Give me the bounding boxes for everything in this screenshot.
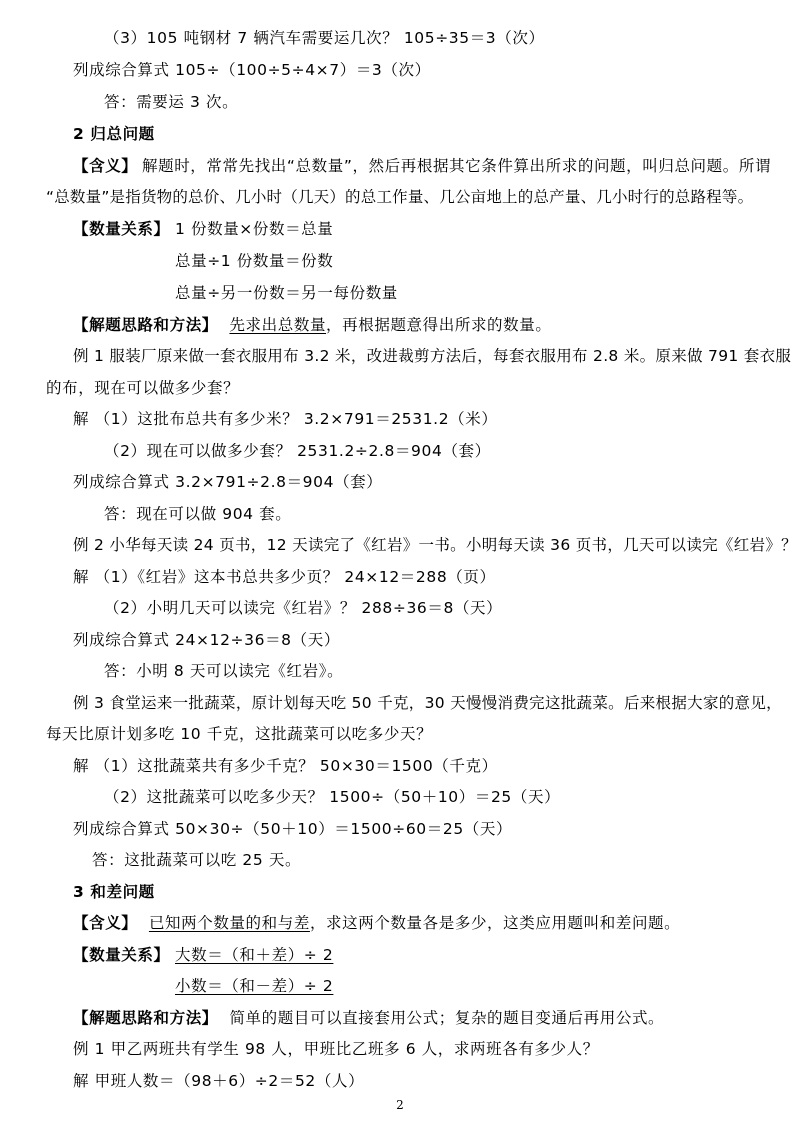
- text-line: 例 3 食堂运来一批蔬菜，原计划每天吃 50 千克，30 天慢慢消费完这批蔬菜。后来根据大家的意见，: [73, 694, 782, 712]
- text-line: 答：需要运 3 次。: [104, 93, 239, 111]
- text-line: 的布，现在可以做多少套？: [46, 379, 240, 397]
- method-line: [73, 1007, 664, 1029]
- text-line: 答：现在可以做 904 套。: [104, 505, 292, 523]
- text-span: ，再根据题意得出所求的数量。: [326, 316, 552, 334]
- text-line: 每天比原计划多吃 10 千克，这批蔬菜可以吃多少天？: [46, 725, 433, 743]
- label-method: 【解题思路和方法】: [73, 316, 218, 334]
- text-line: （2）现在可以做多少套？ 2531.2÷2.8＝904（套）: [104, 442, 491, 460]
- text-line: 列成综合算式 3.2×791÷2.8＝904（套）: [73, 473, 383, 491]
- text-line: 列成综合算式 50×30÷（50＋10）＝1500÷60＝25（天）: [73, 820, 513, 838]
- text-line: （3）105 吨钢材 7 辆汽车需要运几次？ 105÷35＝3（次）: [104, 29, 545, 47]
- text-span: 简单的题目可以直接套用公式；复杂的题目变通后再用公式。: [229, 1009, 665, 1027]
- underlined-text: 先求出总数量: [229, 316, 327, 334]
- text-line: 答：小明 8 天可以读完《红岩》。: [104, 662, 344, 680]
- text-line: 例 1 甲乙两班共有学生 98 人，甲班比乙班多 6 人，求两班各有多少人？: [73, 1040, 599, 1058]
- text-line: “总数量”是指货物的总价、几小时（几天）的总工作量、几公亩地上的总产量、几小时行的总路程等。: [46, 188, 754, 206]
- meaning-line: [73, 912, 680, 934]
- section-title: 3 和差问题: [73, 883, 155, 901]
- label-meaning: 【含义】: [73, 914, 138, 932]
- formula-line: 小数＝（和－差）÷ 2: [175, 977, 334, 995]
- formula-line: 大数＝（和＋差）÷ 2: [175, 946, 334, 964]
- text-line: 解题时，常常先找出“总数量”，然后再根据其它条件算出所求的问题，叫归总问题。所谓: [142, 157, 772, 175]
- text-line: 解 （1）这批蔬菜共有多少千克？ 50×30＝1500（千克）: [73, 757, 498, 775]
- page-number: 2: [396, 1098, 404, 1112]
- text-line: （2）小明几天可以读完《红岩》？ 288÷36＝8（天）: [104, 599, 503, 617]
- label-quantity-relation: 【数量关系】: [73, 220, 170, 238]
- text-line: 列成综合算式 24×12÷36＝8（天）: [73, 631, 340, 649]
- text-line: 解 甲班人数＝（98＋6）÷2＝52（人）: [73, 1072, 365, 1090]
- text-span: ，求这两个数量各是多少，这类应用题叫和差问题。: [309, 914, 681, 932]
- text-line: 解 （1）这批布总共有多少米？ 3.2×791＝2531.2（米）: [73, 410, 498, 428]
- text-line: （2）这批蔬菜可以吃多少天？ 1500÷（50＋10）＝25（天）: [104, 788, 561, 806]
- formula-line: 总量÷1 份数量＝份数: [175, 252, 334, 270]
- text-line: 列成综合算式 105÷（100÷5÷4×7）＝3（次）: [73, 61, 431, 79]
- method-line: [73, 314, 551, 336]
- label-meaning: 【含义】: [73, 157, 138, 175]
- formula-line: 1 份数量×份数＝总量: [175, 220, 334, 238]
- text-line: 例 1 服装厂原来做一套衣服用布 3.2 米，改进裁剪方法后，每套衣服用布 2.8 米。原来做 791 套衣服: [73, 347, 792, 365]
- text-line: 解 （1）《红岩》这本书总共多少页？ 24×12＝288（页）: [73, 568, 496, 586]
- section-title: 2 归总问题: [73, 125, 155, 143]
- formula-line: 总量÷另一份数＝另一每份数量: [175, 284, 398, 302]
- text-line: 答：这批蔬菜可以吃 25 天。: [92, 851, 302, 869]
- label-quantity-relation: 【数量关系】: [73, 946, 170, 964]
- text-line: 例 2 小华每天读 24 页书，12 天读完了《红岩》一书。小明每天读 36 页书，几天可以读完《红岩》？: [73, 536, 797, 554]
- underlined-text: 已知两个数量的和与差: [148, 914, 310, 932]
- label-method: 【解题思路和方法】: [73, 1009, 218, 1027]
